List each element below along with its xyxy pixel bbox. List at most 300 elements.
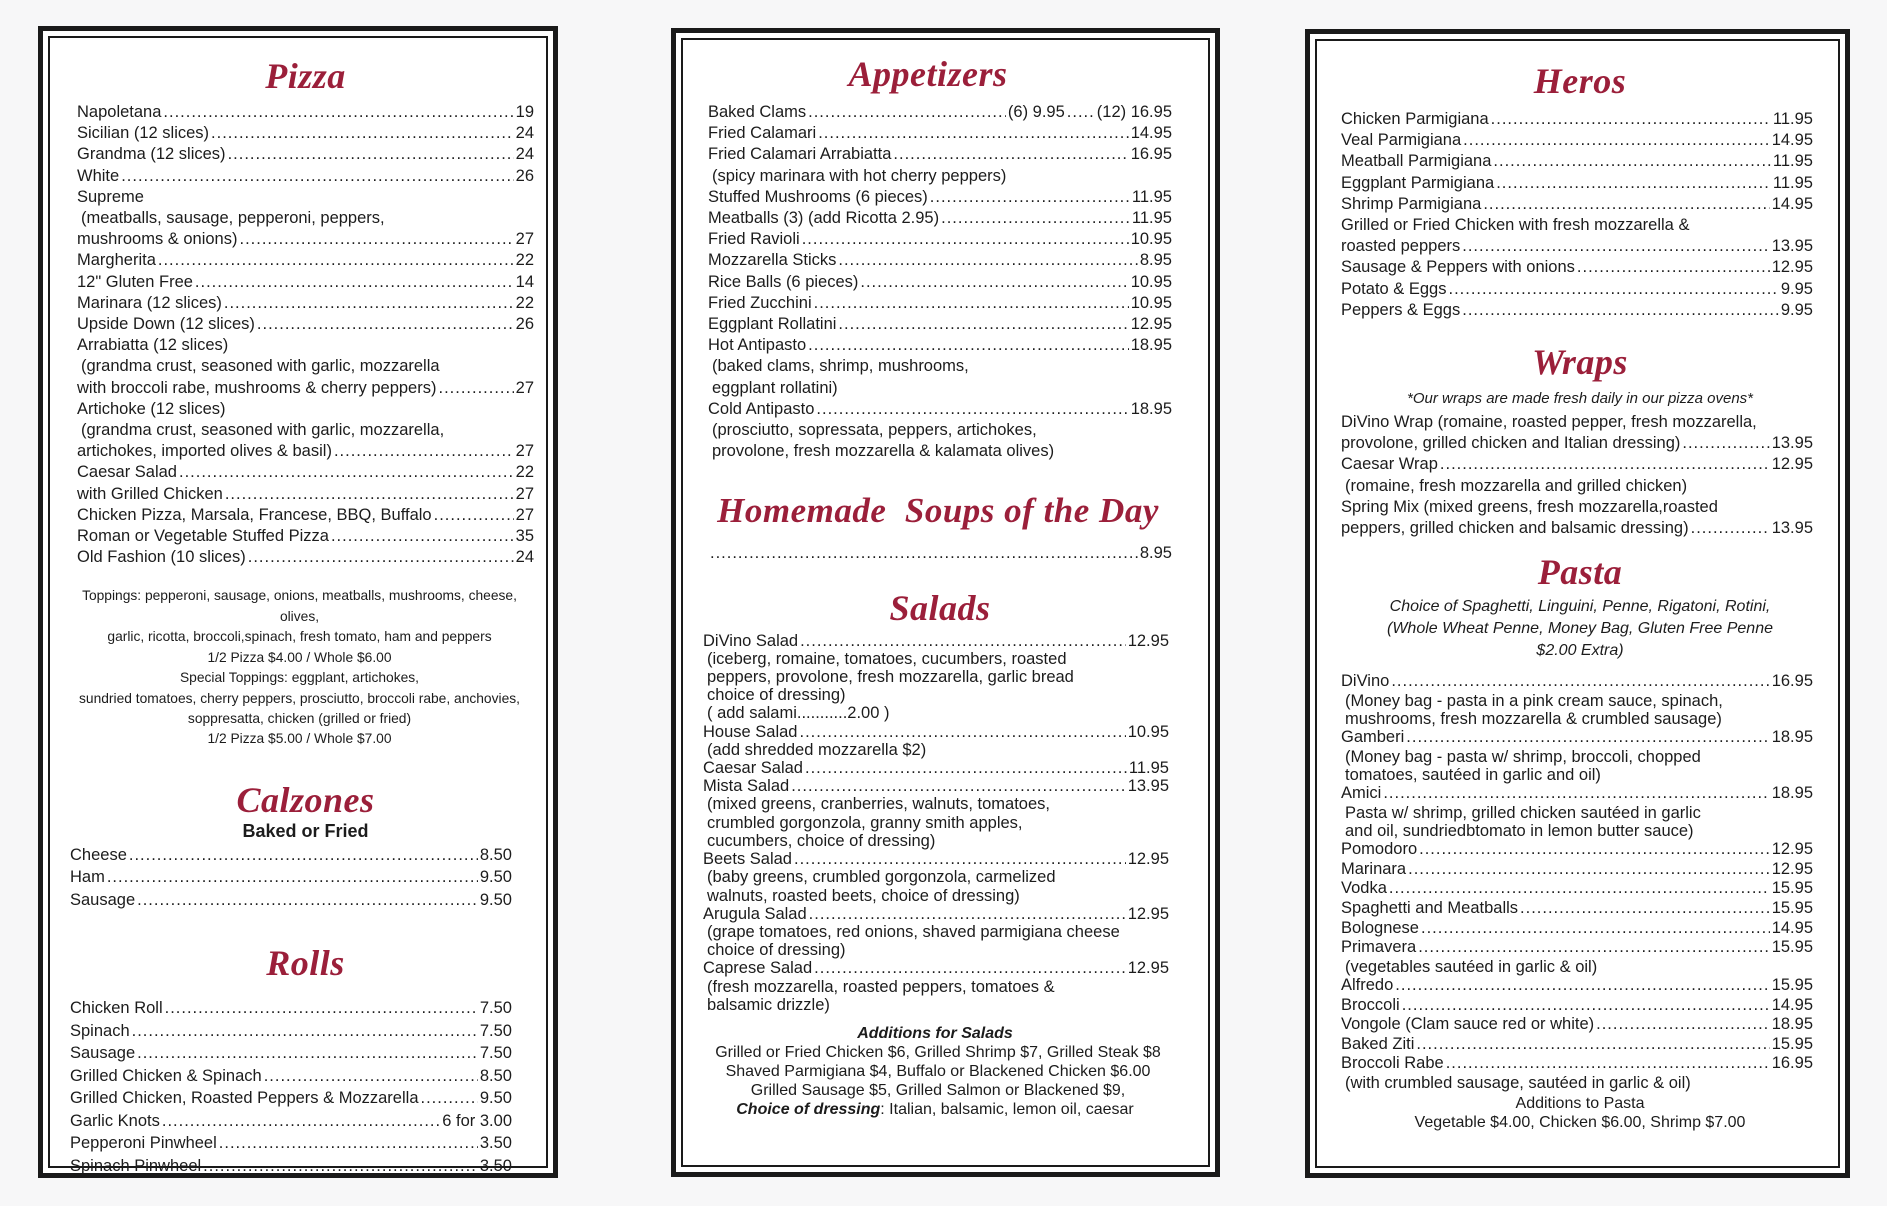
menu-item-description-text: Artichoke (12 slices) [77,399,226,418]
menu-item-name: Chicken Pizza, Marsala, Francese, BBQ, Buffalo [77,505,432,524]
menu-item [1341,879,1813,899]
pasta-additions-text: Vegetable $4.00, Chicken $6.00, Shrimp $7.00 [1414,1114,1746,1132]
menu-item [70,1020,512,1043]
menu-item-description-text: Grilled or Fried Chicken with fresh mozzarella & [1341,216,1690,235]
menu-item-name: provolone, grilled chicken and Italian dressing) [1341,434,1681,453]
menu-item [1341,109,1813,130]
menu-item-price: 7.50 [479,1044,512,1063]
menu-item-description [708,378,1172,399]
menu-item-name: Cold Antipasto [708,399,815,418]
salads-heading: Salads [889,587,991,628]
menu-item-description [1341,766,1813,784]
menu-item-price: 14 [515,272,534,291]
menu-item-name: House Salad [703,722,798,741]
wraps-list [1341,412,1813,539]
text-line: 1/2 Pizza $4.00 / Whole $6.00 [207,649,392,665]
menu-column-left [38,26,558,1178]
menu-item [77,505,534,526]
menu-item-description [703,868,1169,886]
menu-item [708,314,1172,335]
menu-item-description [1341,476,1813,497]
menu-item [1341,518,1813,539]
menu-item [77,314,534,335]
menu-item [708,102,1172,123]
pasta-additions-heading: Additions to Pasta [1515,1095,1645,1113]
menu-item [77,526,534,547]
soups-price: 8.95 [1139,544,1172,563]
menu-item-name: Grilled Chicken, Roasted Peppers & Mozzarella [70,1089,419,1108]
menu-item-description [703,832,1169,850]
text-line: soppresatta, chicken (grilled or fried) [187,710,412,726]
menu-item-description-text: (romaine, fresh mozzarella and grilled chicken) [1345,476,1688,495]
text-line: (Whole Wheat Penne, Money Bag, Gluten Free Penne [1387,620,1773,638]
menu-item-name: Marinara (12 slices) [77,293,222,312]
menu-item [703,759,1169,777]
menu-item-price: 8.50 [479,845,512,864]
text-line: 1/2 Pizza $5.00 / Whole $7.00 [207,731,392,747]
menu-item-name: Grandma (12 slices) [77,145,226,164]
menu-item-name: Chicken Roll [70,999,163,1018]
menu-item-price: 22 [515,293,534,312]
menu-item-name: with Grilled Chicken [77,484,223,503]
menu-item [703,959,1169,977]
menu-item-description [703,686,1169,704]
menu-item-name: Spinach [70,1021,130,1040]
calzones-subtitle: Baked or Fried [242,820,369,841]
menu-item [77,229,534,250]
menu-item-price: 14.95 [1771,194,1813,213]
menu-item-price: 11.95 [1131,209,1172,228]
menu-item-price: 15.95 [1771,976,1813,995]
menu-item-name: Primavera [1341,938,1417,957]
menu-item [1341,899,1813,919]
menu-item-price: 26 [515,166,534,185]
menu-item-description-text: (grandma crust, seasoned with garlic, mozzarella, [81,421,445,440]
menu-item [1341,938,1813,958]
menu-item-description-text: choice of dressing) [707,686,846,705]
menu-column-center [671,28,1220,1177]
menu-item-price: 10.95 [1130,230,1172,249]
menu-item-description-text: (Money bag - pasta in a pink cream sauce, spinach, [1345,691,1723,710]
menu-item-name: Mozzarella Sticks [708,251,837,270]
menu-item-name: Vongole (Clam sauce red or white) [1341,1015,1595,1034]
menu-item-description [1341,1074,1813,1092]
menu-item-price: 16.95 [1771,672,1813,691]
menu-item-price: 8.50 [479,1066,512,1085]
menu-item-description [1341,958,1813,976]
menu-item-price: 27 [515,484,534,503]
menu-item-price: 14.95 [1771,918,1813,937]
menu-item [1341,1035,1813,1055]
menu-item-price: 27 [515,505,534,524]
menu-item-name: Caprese Salad [703,959,813,978]
dressing-line [698,1100,1172,1119]
menu-item-name: Eggplant Rollatini [708,315,837,334]
menu-item-description-text: (Money bag - pasta w/ shrimp, broccoli, chopped [1345,747,1701,766]
menu-item-price: 15.95 [1771,1034,1813,1053]
menu-item [77,272,534,293]
menu-item-name: Old Fashion (10 slices) [77,548,246,567]
menu-item-name: Caesar Salad [77,463,177,482]
menu-item-name: Upside Down (12 slices) [77,315,255,334]
menu-item-name: DiVino Salad [703,631,799,650]
menu-item-name: Shrimp Parmigiana [1341,194,1482,213]
menu-item [1341,236,1813,257]
menu-item-name: Veal Parmigiana [1341,131,1462,150]
menu-item [708,272,1172,293]
menu-item-name: Hot Antipasto [708,336,807,355]
menu-item-price: 15.95 [1771,899,1813,918]
menu-item-name: mushrooms & onions) [77,230,238,249]
menu-item-description [1341,215,1813,236]
menu-item-price: 26 [515,315,534,334]
menu-item-description [703,650,1169,668]
menu-item [70,1110,512,1133]
menu-item-description-text: DiVino Wrap (romaine, roasted pepper, fresh mozzarella, [1341,413,1757,432]
menu-item-description-text: choice of dressing) [707,941,846,960]
menu-item [77,166,534,187]
menu-item-name: Cheese [70,845,127,864]
menu-item-price: 18.95 [1130,399,1172,418]
menu-item-name: Spinach Pinwheel [70,1156,202,1175]
menu-item-price: 22 [515,463,534,482]
menu-item-description-text: ( add salami...........2.00 ) [707,704,890,723]
menu-item [703,723,1169,741]
soups-row [708,543,1172,564]
menu-item-name: Meatballs (3) (add Ricotta 2.95) [708,209,940,228]
menu-item [1341,1054,1813,1074]
menu-item-description-text: mushrooms, fresh mozzarella & crumbled sausage) [1345,710,1722,729]
menu-item-description-text: (baby greens, crumbled gorgonzola, carmelized [707,868,1056,887]
rolls-heading: Rolls [266,943,345,984]
pizza-list [77,102,534,568]
menu-item-description-text: (vegetables sautéed in garlic & oil) [1345,957,1598,976]
menu-item-price: 12.95 [1771,840,1813,859]
menu-item-price: 10.95 [1127,722,1169,741]
menu-item [708,399,1172,420]
menu-column-right [1305,29,1850,1178]
menu-item-description [703,668,1169,686]
menu-item-name: Chicken Parmigiana [1341,110,1489,128]
menu-item-name: artichokes, imported olives & basil) [77,442,332,461]
menu-item-price: 9.95 [1780,300,1813,319]
menu-item [708,144,1172,165]
salad-additions [688,1043,1188,1100]
menu-item [77,441,534,462]
menu-item [70,844,512,867]
menu-item-price: 9.95 [1780,279,1813,298]
menu-item-description [703,741,1169,759]
menu-item [708,335,1172,356]
menu-item-description [703,923,1169,941]
menu-item-description [1341,412,1813,433]
menu-item [708,250,1172,271]
menu-item-price: 18.95 [1771,728,1813,747]
menu-item-description-text: (spicy marinara with hot cherry peppers) [712,166,1007,185]
menu-item-price: 9.50 [479,890,512,909]
menu-item-price: 8.95 [1139,251,1172,270]
menu-item-name: DiVino [1341,672,1390,691]
menu-item-description-text: (grape tomatoes, red onions, shaved parmigiana cheese [707,922,1120,941]
menu-item [1341,433,1813,454]
menu-item-price: 15.95 [1771,879,1813,898]
menu-item-description-text: (with crumbled sausage, sautéed in garlic & oil) [1345,1073,1691,1092]
menu-item-price: 12.95 [1771,455,1813,474]
salads-list [703,632,1169,1014]
menu-item-name: Garlic Knots [70,1111,160,1130]
menu-item-description-text: (mixed greens, cranberries, walnuts, tomatoes, [707,795,1050,814]
menu-item-price: 12.95 [1127,959,1169,978]
menu-item-price: 3.50 [479,1134,512,1153]
menu-item [1341,279,1813,300]
menu-item-name: Sausage & Peppers with onions [1341,258,1575,277]
menu-item-name: Pepperoni Pinwheel [70,1134,217,1153]
menu-item-price: 14.95 [1771,995,1813,1014]
menu-item-name: Fried Calamari [708,124,817,143]
menu-item [1341,860,1813,880]
menu-item [708,229,1172,250]
menu-item [1341,784,1813,804]
menu-item-name: Mista Salad [703,777,790,796]
menu-item-price: 18.95 [1771,784,1813,803]
menu-item-name: Beets Salad [703,850,792,869]
menu-item-name: Broccoli Rabe [1341,1054,1444,1073]
menu-item [70,1042,512,1065]
menu-item-description-text: (fresh mozzarella, roasted peppers, tomatoes & [707,977,1055,996]
menu-item-price: 12.95 [1771,859,1813,878]
menu-item [1341,919,1813,939]
menu-item-name: 12" Gluten Free [77,272,193,291]
menu-item-description [703,887,1169,905]
menu-item-name: Pomodoro [1341,840,1418,859]
menu-item-name: Potato & Eggs [1341,279,1447,298]
menu-item [708,293,1172,314]
menu-item-price-small: (6) 9.95 [1007,103,1065,121]
menu-item-description [708,356,1172,377]
menu-item-description [703,978,1169,996]
menu-item-description-text: walnuts, roasted beets, choice of dressing) [707,886,1020,905]
menu-item-price: 6 for 3.00 [442,1111,512,1130]
menu-item-price: 11.95 [1772,152,1813,171]
menu-item [703,905,1169,923]
menu-item-name: Arugula Salad [703,904,807,923]
menu-item-description [1341,497,1813,518]
menu-item-price: 19 [515,103,534,121]
menu-item-name: Spaghetti and Meatballs [1341,899,1519,918]
menu-item-description [703,996,1169,1014]
menu-item-name: Sausage [70,1044,136,1063]
menu-item-name: Ham [70,868,105,887]
text-line: Choice of Spaghetti, Linguini, Penne, Rigatoni, Rotini, [1389,598,1771,616]
menu-item-price: 18.95 [1130,336,1172,355]
menu-item-price: 13.95 [1127,777,1169,796]
menu-item-name: Grilled Chicken & Spinach [70,1066,262,1085]
menu-item [703,850,1169,868]
menu-item-price: 27 [515,442,534,461]
menu-item-price: 10.95 [1130,272,1172,291]
menu-item-description-text: (add shredded mozzarella $2) [707,740,927,759]
menu-item [703,777,1169,795]
menu-item-description-text: Pasta w/ shrimp, grilled chicken sautéed in garlic [1345,803,1701,822]
menu-item [708,123,1172,144]
menu-item-name: Bolognese [1341,918,1419,937]
heros-list [1341,109,1813,321]
menu-item-description [708,166,1172,187]
menu-item-price: 9.50 [479,868,512,887]
menu-item-name: Alfredo [1341,976,1394,995]
menu-item-description [703,795,1169,813]
menu-item [77,102,534,123]
menu-item [1341,151,1813,172]
pasta-list [1341,672,1813,1092]
menu-item [1341,194,1813,215]
menu-item [77,144,534,165]
menu-item-name: Roman or Vegetable Stuffed Pizza [77,527,329,546]
menu-item [1341,173,1813,194]
menu-item-price: 13.95 [1771,519,1813,538]
text-line: garlic, ricotta, broccoli,spinach, fresh tomato, ham and peppers [107,629,492,645]
menu-item-description-text: (baked clams, shrimp, mushrooms, [712,357,969,376]
menu-item-name: Amici [1341,784,1382,803]
calzones-heading: Calzones [236,779,375,820]
soups-heading: Homemade Soups of the Day [717,491,1159,531]
menu-item-name: Gamberi [1341,728,1405,747]
menu-item-name: Margherita [77,251,156,270]
text-line: $2.00 Extra) [1536,642,1624,660]
menu-item-price: 11.95 [1128,759,1169,778]
wraps-note: *Our wraps are made fresh daily in our pizza ovens* [1407,390,1753,408]
menu-item-name: Eggplant Parmigiana [1341,173,1495,192]
menu-item [77,123,534,144]
menu-item [1341,1015,1813,1035]
menu-item-name: Meatball Parmigiana [1341,152,1492,171]
menu-item-name: with broccoli rabe, mushrooms & cherry peppers) [77,378,437,397]
menu-item-price: 12.95 [1130,315,1172,334]
menu-item-price: 14.95 [1771,131,1813,150]
menu-item-name: Fried Calamari Arrabiatta [708,145,892,164]
menu-item [1341,672,1813,692]
menu-item-description-text: Spring Mix (mixed greens, fresh mozzarella,roasted [1341,497,1718,516]
text-line: Grilled or Fried Chicken $6, Grilled Shrimp $7, Grilled Steak $8 [715,1043,1161,1061]
menu-item-price: 11.95 [1131,187,1172,206]
menu-item-description-text: Arrabiatta (12 slices) [77,336,229,355]
text-line: sundried tomatoes, cherry peppers, prosciutto, broccoli rabe, anchovies, [79,690,520,706]
menu-item [70,1087,512,1110]
pizza-toppings [61,586,538,749]
menu-item-name: White [77,166,120,185]
menu-item-price: 16.95 [1130,145,1172,164]
menu-item-price: 12.95 [1127,631,1169,650]
menu-item [1341,130,1813,151]
menu-item-description [703,704,1169,722]
menu-item-price: 12.95 [1127,904,1169,923]
menu-item-name: Sicilian (12 slices) [77,124,210,143]
menu-item-description-text: peppers, provolone, fresh mozzarella, garlic bread [707,668,1074,687]
menu-item [1341,996,1813,1016]
menu-item-description [1341,692,1813,710]
menu-item-name: Fried Ravioli [708,230,800,249]
menu-item-price: 13.95 [1771,237,1813,256]
menu-item-description-text: Supreme [77,187,144,206]
menu-item-name: Baked Clams [708,103,807,121]
menu-item [70,889,512,912]
menu-item [70,997,512,1020]
menu-item-name: Baked Ziti [1341,1034,1415,1053]
appetizers-list [708,102,1172,462]
menu-item [77,250,534,271]
pizza-heading: Pizza [265,56,346,96]
menu-item-description [77,356,534,377]
menu-item [703,632,1169,650]
menu-item [70,1155,512,1178]
menu-item-name: roasted peppers [1341,237,1461,256]
menu-item [1341,257,1813,278]
menu-item-price: 22 [515,251,534,270]
menu-item [1341,728,1813,748]
menu-item-price: 12.95 [1771,258,1813,277]
menu-item-description-text: (iceberg, romaine, tomatoes, cucumbers, roasted [707,649,1067,668]
menu-item-price: 11.95 [1772,173,1813,192]
text-line: Toppings: pepperoni, sausage, onions, meatballs, mushrooms, cheese, olives, [82,588,517,624]
appetizers-heading: Appetizers [848,54,1008,94]
menu-item-name: Napoletana [77,103,162,121]
menu-item-price: 9.50 [479,1089,512,1108]
menu-item-description [703,814,1169,832]
menu-item-description [1341,804,1813,822]
menu-item-price: 12.95 [1127,850,1169,869]
menu-item-name: Caesar Salad [703,759,803,778]
menu-item-description [77,187,534,208]
pasta-choice [1335,596,1825,662]
menu-item-price: 27 [515,230,534,249]
menu-item-description-text: balsamic drizzle) [707,995,830,1014]
menu-item [1341,976,1813,996]
menu-item-price: 13.95 [1771,434,1813,453]
menu-item-name: Marinara [1341,859,1407,878]
menu-item-description [1341,748,1813,766]
menu-item-price: 16.95 [1771,1054,1813,1073]
menu-item [77,462,534,483]
menu-item-name: Broccoli [1341,995,1400,1014]
menu-item-description [77,335,534,356]
menu-item-name: Rice Balls (6 pieces) [708,272,859,291]
menu-item-description-text: provolone, fresh mozzarella & kalamata olives) [712,442,1055,461]
menu-item-price: 18.95 [1771,1015,1813,1034]
menu-item-description [77,420,534,441]
heros-heading: Heros [1533,61,1627,101]
menu-item-name: Peppers & Eggs [1341,300,1461,319]
rolls-list [70,997,512,1177]
menu-item [77,547,534,568]
dressing-label: Choice of dressing [736,1100,881,1118]
menu-item [708,187,1172,208]
menu-item [70,1132,512,1155]
menu-item-name: Vodka [1341,879,1387,898]
menu-item-price: 7.50 [479,999,512,1018]
menu-item-description [77,208,534,229]
menu-item-price: 14.95 [1130,124,1172,143]
text-line: Grilled Sausage $5, Grilled Salmon or Blackened $9, [750,1081,1126,1099]
salad-additions-heading: Additions for Salads [857,1024,1013,1042]
menu-item [708,208,1172,229]
menu-item-description [1341,710,1813,728]
dressing-text: : Italian, balsamic, lemon oil, caesar [880,1100,1134,1118]
menu-item-price: 11.95 [1772,110,1813,128]
menu-item-description-text: cucumbers, choice of dressing) [707,831,936,850]
menu-item-description-text: and oil, sundriedbtomato in lemon butter sauce) [1345,822,1694,841]
menu-item [77,484,534,505]
menu-item-price: 7.50 [479,1021,512,1040]
